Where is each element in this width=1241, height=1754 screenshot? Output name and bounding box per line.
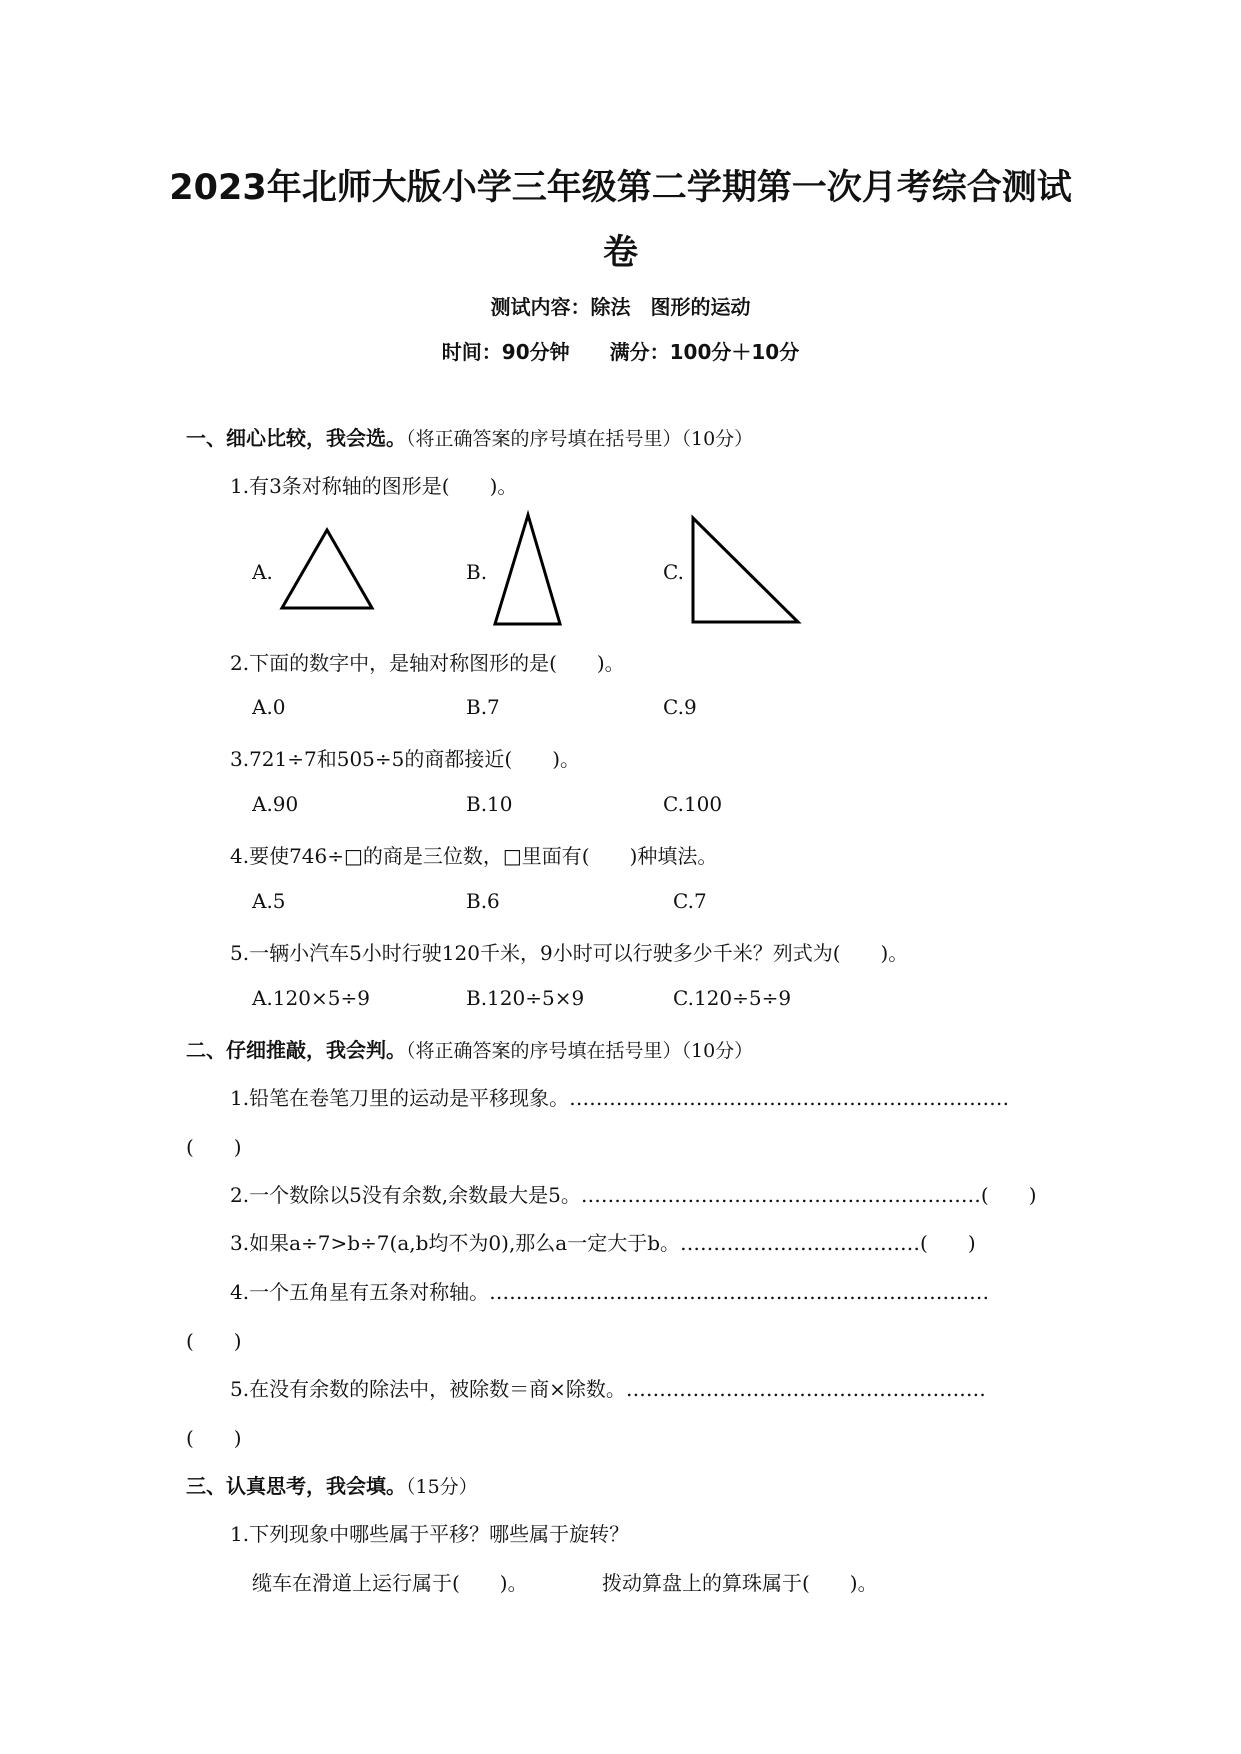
s2-item-2-leader: ……………………………………………………	[580, 1183, 981, 1207]
s2-item-2-answer[interactable]: ( )	[980, 1183, 1037, 1207]
section-3-heading	[186, 1470, 478, 1499]
section-3-title: 三、认真思考，我会填。	[186, 1474, 406, 1498]
s1-q3-option-b[interactable]: B.10	[466, 792, 513, 816]
s3-q1-text: 1.下列现象中哪些属于平移？哪些属于旋转？	[230, 1522, 630, 1546]
s3-q1-line-b[interactable]: 拨动算盘上的算珠属于( )。	[602, 1571, 878, 1595]
s1-q2-option-a[interactable]: A.0	[252, 695, 286, 719]
s1-q1-option-a[interactable]: A.	[252, 560, 273, 584]
s2-item-1	[230, 1082, 1009, 1111]
s2-item-3-answer[interactable]: ( )	[920, 1231, 976, 1255]
s2-item-2-text: 2.一个数除以5没有余数,余数最大是5。	[230, 1183, 581, 1207]
s1-q1-triangles	[0, 0, 1241, 700]
s1-q3-text: 3.721÷7和505÷5的商都接近( )。	[230, 747, 580, 771]
s2-item-5	[230, 1373, 986, 1402]
test-content: 测试内容：除法 图形的运动	[490, 295, 751, 319]
s1-q4-option-c[interactable]: C.7	[673, 889, 707, 913]
page-title-continued: 卷	[602, 233, 638, 273]
section-3-note: （15分）	[406, 1476, 478, 1498]
s2-item-5-answer[interactable]: ( )	[186, 1426, 242, 1450]
s1-q5-option-a[interactable]: A.120×5÷9	[252, 986, 370, 1010]
s3-q1-line-a[interactable]: 缆车在滑道上运行属于( )。	[252, 1571, 528, 1595]
time-and-score: 时间：90分钟 满分：100分＋10分	[441, 340, 800, 364]
s1-q5-text: 5.一辆小汽车5小时行驶120千米，9小时可以行驶多少千米？列式为( )。	[230, 941, 909, 965]
s2-item-3-text: 3.如果a÷7>b÷7(a,b均不为0),那么a一定大于b。	[230, 1231, 681, 1255]
s1-q1-text: 1.有3条对称轴的图形是( )。	[230, 474, 518, 498]
section-1-title: 一、细心比较，我会选。	[186, 426, 406, 450]
section-2-note: （将正确答案的序号填在括号里）（10分）	[406, 1040, 754, 1062]
s1-q5-option-b[interactable]: B.120÷5×9	[466, 986, 585, 1010]
s1-q1-option-b[interactable]: B.	[466, 560, 488, 584]
s2-item-4-answer[interactable]: ( )	[186, 1329, 242, 1353]
s1-q2-text: 2.下面的数字中，是轴对称图形的是( )。	[230, 651, 625, 675]
s1-q4-option-b[interactable]: B.6	[466, 889, 500, 913]
s1-q3-option-a[interactable]: A.90	[252, 792, 299, 816]
s1-q3-option-c[interactable]: C.100	[663, 792, 723, 816]
s2-item-3-leader: ………………………………	[680, 1231, 921, 1255]
s1-q1-option-c[interactable]: C.	[663, 560, 684, 584]
isosceles-triangle	[495, 515, 560, 624]
s2-item-3	[230, 1227, 976, 1256]
s1-q4-text: 4.要使746÷□的商是三位数，□里面有( )种填法。	[230, 844, 718, 868]
s2-item-1-text: 1.铅笔在卷笔刀里的运动是平移现象。	[230, 1086, 570, 1110]
s1-q5-option-c[interactable]: C.120÷5÷9	[673, 986, 792, 1010]
section-2-title: 二、仔细推敲，我会判。	[186, 1038, 406, 1062]
s2-item-4	[230, 1276, 989, 1305]
s1-q2-option-b[interactable]: B.7	[466, 695, 500, 719]
section-2-heading	[186, 1034, 753, 1063]
s2-item-4-text: 4.一个五角星有五条对称轴。	[230, 1280, 490, 1304]
s2-item-5-text: 5.在没有余数的除法中，被除数＝商×除数。	[230, 1377, 626, 1401]
s1-q4-option-a[interactable]: A.5	[252, 889, 286, 913]
s2-item-1-leader: …………………………………………………………	[569, 1086, 1010, 1110]
s2-item-2	[230, 1179, 1037, 1208]
right-triangle	[693, 518, 798, 622]
page-title: 2023年北师大版小学三年级第二学期第一次月考综合测试	[169, 168, 1072, 208]
section-1-note: （将正确答案的序号填在括号里）（10分）	[406, 428, 754, 450]
s2-item-1-answer[interactable]: ( )	[186, 1135, 242, 1159]
s2-item-5-leader: ………………………………………………	[625, 1377, 986, 1401]
s1-q2-option-c[interactable]: C.9	[663, 695, 697, 719]
s2-item-4-leader: …………………………………………………………………	[489, 1280, 990, 1304]
equilateral-triangle	[282, 530, 372, 608]
